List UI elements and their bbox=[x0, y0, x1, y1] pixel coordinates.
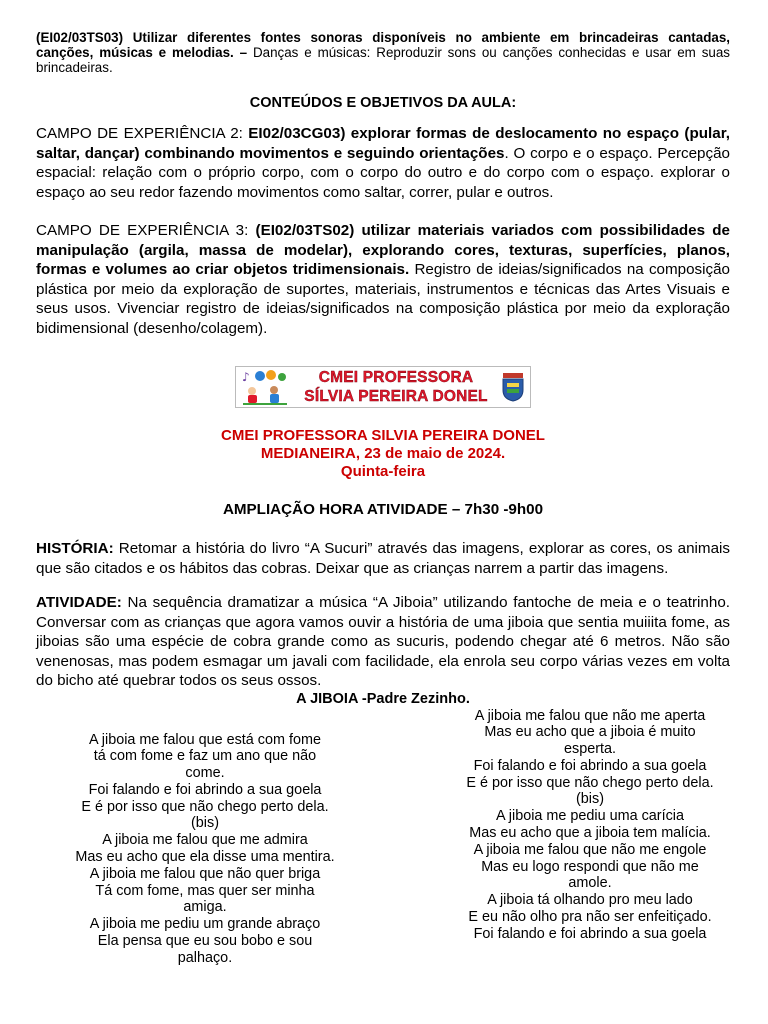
lyric-line: A jiboia me falou que me admira bbox=[102, 832, 308, 849]
song-column-left bbox=[70, 732, 340, 967]
historia-label: HISTÓRIA: bbox=[36, 540, 114, 557]
lyric-line: Mas eu acho que ela disse uma mentira. bbox=[75, 849, 335, 866]
song-lyrics bbox=[36, 708, 730, 968]
lyric-line: (bis) bbox=[576, 791, 604, 808]
song-column-right bbox=[450, 708, 730, 943]
school-logo-wrap bbox=[36, 366, 730, 408]
lyric-line: E é por isso que não chego perto dela. bbox=[466, 774, 714, 791]
logo-text bbox=[292, 368, 500, 406]
lyric-line: amole. bbox=[568, 875, 612, 892]
campo3-objective: (EI02/03TS02) utilizar materiais variados com possibilidades de manipulação (argila, massa de modelar), explorando cores, texturas, superfícies, planos, formas e volumes ao criar objetos tridimensionais. bbox=[36, 222, 730, 278]
lyric-line: E eu não olho pra não ser enfeitiçado. bbox=[468, 909, 712, 926]
lyric-line: palhaço. bbox=[177, 949, 233, 966]
section-heading: CONTEÚDOS E OBJETIVOS DA AULA: bbox=[249, 95, 517, 111]
svg-text:♪: ♪ bbox=[242, 370, 250, 384]
logo-line2: SÍLVIA PEREIRA DONEL bbox=[304, 388, 488, 405]
campo2-paragraph bbox=[36, 124, 730, 202]
intro-paragraph bbox=[36, 30, 730, 75]
lyric-line: Foi falando e foi abrindo a sua goela bbox=[473, 925, 707, 942]
lyric-line: Foi falando e foi abrindo a sua goela bbox=[88, 781, 322, 798]
children-playing-icon bbox=[238, 367, 298, 407]
atividade-text: Na sequência dramatizar a música “A Jiboia” utilizando fantoche de meia e o teatrinho. Conversar com as crianças que agora vamos ouvir a história de uma jiboia que sentia muiiita fome, as jiboias são uma espécie de cobra grande como as sucuris, podendo chegar até 6 metros. Não são venenosas, mas podem esmagar um javali com facilidade, ela enrola seu corpo várias vezes em volta do bicho até quebrar todos os seus ossos. bbox=[36, 594, 730, 689]
lyric-line: A jiboia me falou que não quer briga bbox=[89, 865, 321, 882]
school-weekday: Quinta-feira bbox=[340, 463, 426, 480]
lyric-line: A jiboia me falou que não me aperta bbox=[474, 707, 706, 724]
campo2-objective: EI02/03CG03) explorar formas de deslocamento no espaço (pular, saltar, dançar) combinando movimentos e seguindo orientações bbox=[36, 125, 730, 162]
lyric-line: A jiboia me falou que está com fome bbox=[89, 731, 321, 748]
lyric-line: A jiboia tá olhando pro meu lado bbox=[487, 892, 693, 909]
ampliacao-title: AMPLIAÇÃO HORA ATIVIDADE – 7h30 -9h00 bbox=[222, 501, 544, 518]
lyric-line: Tá com fome, mas quer ser minha bbox=[95, 882, 315, 899]
document-page bbox=[36, 30, 730, 968]
school-name: CMEI PROFESSORA SILVIA PEREIRA DONEL bbox=[221, 427, 545, 444]
logo-line1: CMEI PROFESSORA bbox=[318, 369, 474, 386]
city-crest-icon bbox=[500, 372, 526, 402]
song-title: A JIBOIA -Padre Zezinho. bbox=[296, 690, 470, 707]
lyric-line: Ela pensa que eu sou bobo e sou bbox=[97, 933, 313, 950]
intro-text: Danças e músicas: Reproduzir sons ou canções conhecidas e usar em suas brincadeiras. bbox=[36, 45, 730, 75]
lyric-line: A jiboia me falou que não me engole bbox=[473, 841, 707, 858]
lyric-line: Foi falando e foi abrindo a sua goela bbox=[473, 757, 707, 774]
atividade-paragraph bbox=[36, 593, 730, 691]
lyric-line: (bis) bbox=[191, 815, 219, 832]
campo3-prefix: CAMPO DE EXPERIÊNCIA 3: bbox=[36, 222, 256, 239]
campo3-text: Registro de ideias/significados na composição plástica por meio da exploração de suportes, materiais, instrumentos e técnicas das Artes Visuais e seus usos. Vivenciar registro de ideias/significados na composição plástica por meio da exploração bidimensional (desenho/colagem). bbox=[36, 261, 731, 337]
lyric-line: esperta. bbox=[564, 741, 616, 758]
campo2-prefix: CAMPO DE EXPERIÊNCIA 2: bbox=[36, 125, 249, 142]
lyric-line: E é por isso que não chego perto dela. bbox=[81, 798, 329, 815]
school-header bbox=[36, 427, 730, 481]
atividade-label: ATIVIDADE: bbox=[36, 594, 122, 611]
campo3-paragraph bbox=[36, 221, 730, 338]
lyric-line: tá com fome e faz um ano que não bbox=[93, 748, 317, 765]
school-date: MEDIANEIRA, 23 de maio de 2024. bbox=[260, 445, 506, 462]
historia-text: Retomar a história do livro “A Sucuri” através das imagens, explorar as cores, os animais que são citados e os hábitos das cobras. Deixar que as crianças narrem a partir das imagens. bbox=[36, 540, 730, 577]
historia-paragraph bbox=[36, 539, 730, 578]
lyric-line: Mas eu acho que a jiboia é muito bbox=[484, 724, 696, 741]
intro-objective-code: (EI02/03TS03) Utilizar diferentes fontes sonoras disponíveis no ambiente em brincadeiras cantadas, canções, músicas e melodias. – bbox=[36, 30, 730, 60]
lyric-line: Mas eu logo respondi que não me bbox=[481, 858, 699, 875]
campo2-text: . O corpo e o espaço. Percepção espacial: relação com o próprio corpo, com o corpo do outro e do corpo com o espaço. explorar o espaço ao seu redor fazendo movimentos como saltar, correr, pular e outros. bbox=[36, 144, 730, 201]
lyric-line: come. bbox=[185, 765, 225, 782]
lyric-line: Mas eu acho que a jiboia tem malícia. bbox=[469, 825, 711, 842]
lyric-line: A jiboia me pediu um grande abraço bbox=[89, 916, 321, 933]
lyric-line: A jiboia me pediu uma carícia bbox=[496, 808, 684, 825]
school-logo bbox=[235, 366, 531, 408]
lyric-line: amiga. bbox=[183, 899, 227, 916]
